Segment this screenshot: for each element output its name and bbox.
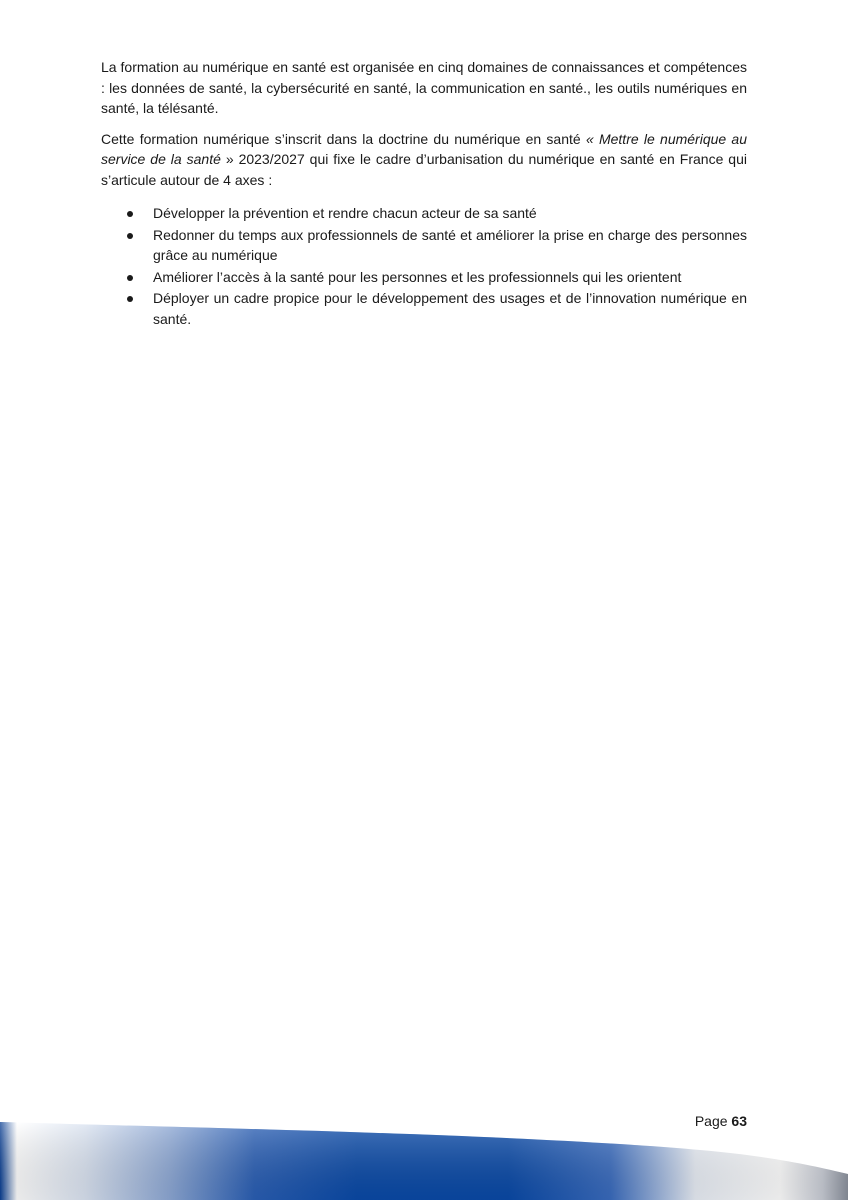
bullet-icon xyxy=(127,296,133,302)
paragraph-doctrine xyxy=(101,129,747,191)
paragraph-training-domains: La formation au numérique en santé est organisée en cinq domaines de connaissances et compétences : les données de santé, la cybersécurité en santé, la communication en santé., les outils numériques en santé, la télésanté. xyxy=(101,59,747,116)
doctrine-text-after: » 2023/2027 qui fixe le cadre d’urbanisation du numérique en santé en France qui s’articule autour de 4 axes : xyxy=(101,151,747,188)
page-label: Page xyxy=(694,1113,728,1129)
list-item-text: Améliorer l’accès à la santé pour les personnes et les professionnels qui les orientent xyxy=(153,268,682,285)
list-item xyxy=(101,203,747,224)
axes-list xyxy=(101,203,747,329)
page-number-value: 63 xyxy=(731,1113,747,1129)
list-item xyxy=(101,225,747,266)
footer-decorative-band xyxy=(0,1122,848,1200)
doctrine-title: « Mettre le numérique au service de la santé xyxy=(101,130,747,167)
list-item xyxy=(101,267,747,288)
list-item-text: Redonner du temps aux professionnels de santé et améliorer la prise en charge des personnes grâce au numérique xyxy=(153,226,747,263)
footer-band-shade xyxy=(0,1122,848,1200)
bullet-icon xyxy=(127,233,133,239)
list-item-text: Développer la prévention et rendre chacun acteur de sa santé xyxy=(153,205,537,221)
document-body xyxy=(101,57,747,330)
list-item xyxy=(101,288,747,329)
bullet-icon xyxy=(127,211,133,217)
list-item-text: Déployer un cadre propice pour le développement des usages et de l’innovation numérique en santé. xyxy=(153,290,747,327)
doctrine-text-before: Cette formation numérique s’inscrit dans la doctrine du numérique en santé xyxy=(101,130,586,147)
bullet-icon xyxy=(127,275,133,281)
